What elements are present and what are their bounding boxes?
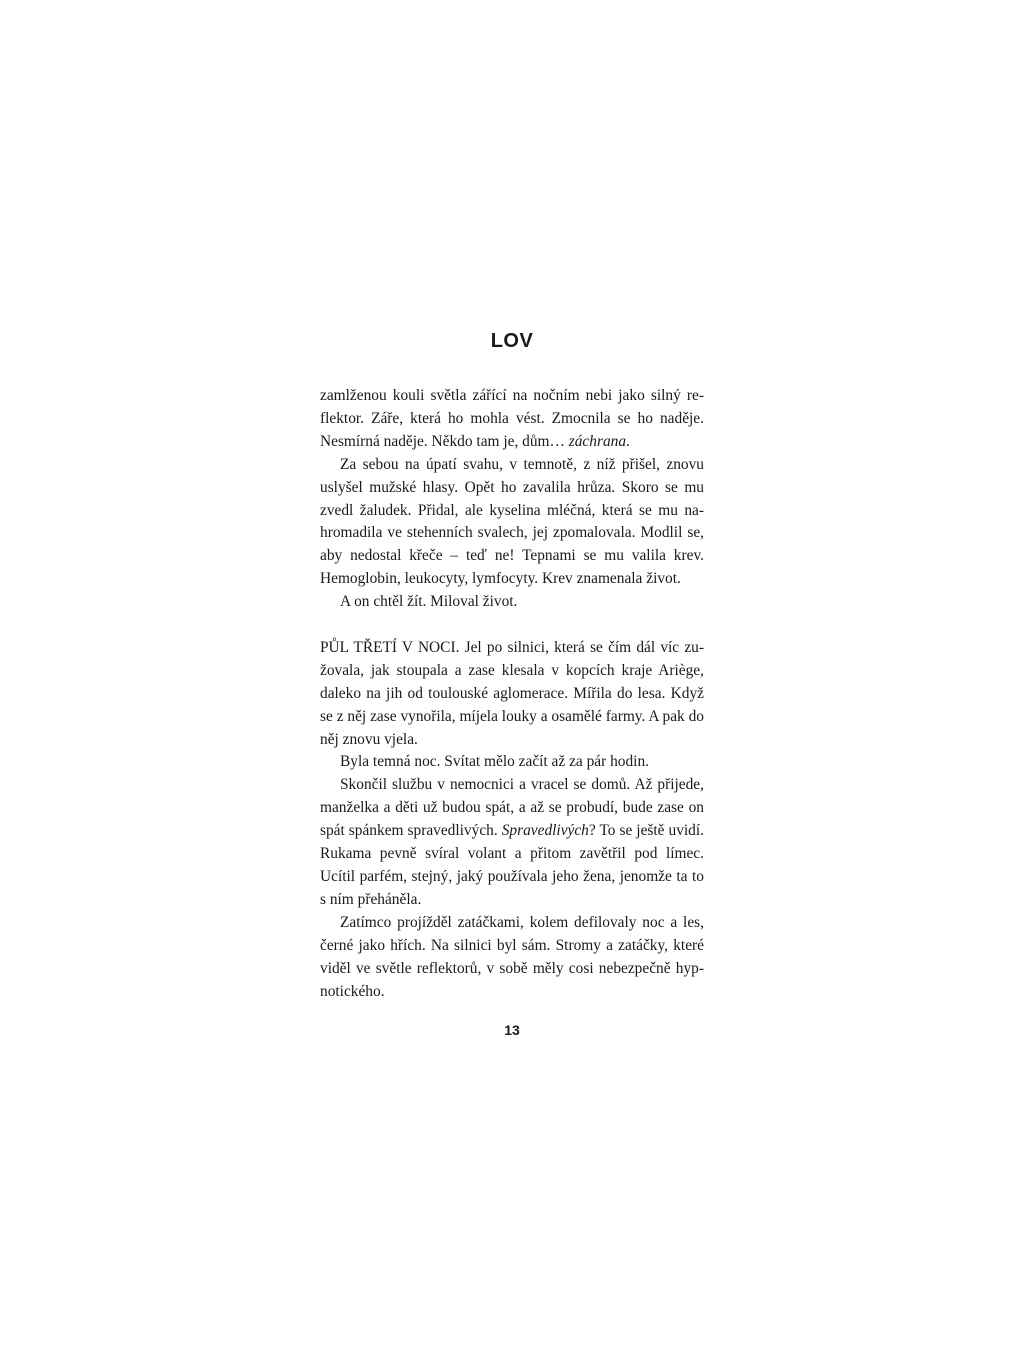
- paragraph: Za sebou na úpatí svahu, v temnotě, z níž přišel, znovu uslyšel mužské hlasy. Opět ho zavalila hrůza. Skoro se mu zvedl žaludek. Přidal, ale kyselina mléčná, která se mu nahromadila ve stehenních svalech, jej zpomalovala. Modlil se, aby nedostal křeče – teď ne! Tepnami se mu valila krev. Hemoglobin, leukocyty, lymfocyty. Krev znamenala život.: [320, 455, 704, 588]
- paragraph: zamlženou kouli světla zářící na nočním nebi jako silný reflektor. Záře, která ho mohla vést. Zmocnila se ho naděje. Nesmírná naděje. Někdo tam je, dům… záchrana.: [320, 387, 704, 450]
- section-start-paragraph: PŮL TŘETÍ V NOCI. Jel po silnici, která se čím dál víc zužovala, jak stoupala a zase klesala v kopcích kraje Ariège, daleko na jih od toulouské aglomerace. Mířila do lesa. Když se z něj zase vynořila, míjela louky a osamělé farmy. A pak do něj znovu vjela.: [320, 638, 704, 748]
- paragraph: Byla temná noc. Svítat mělo začít až za pár hodin.: [340, 753, 649, 771]
- paragraph: A on chtěl žít. Miloval život.: [340, 593, 518, 611]
- paragraph: Skončil službu v nemocnici a vracel se domů. Až přijede, manželka a děti už budou spát, a až se probudí, bude zase on spát spánkem spravedlivých. Spravedlivých? To se ještě uvidí. Rukama pevně svíral volant a přitom zavětřil pod límec. Ucítil parfém, stejný, jaký používala jeho žena, jenomže ta to s ním přeháněla.: [320, 776, 704, 908]
- body-text: [320, 385, 704, 1003]
- page-number: 13: [504, 1022, 520, 1038]
- paragraph: Zatímco projížděl zatáčkami, kolem defilovaly noc a les, černé jako hřích. Na silnici byl sám. Stromy a zatáčky, které viděl ve světle reflektorů, v sobě měly cosi nebezpečně hypnotického.: [320, 913, 704, 1000]
- emphasis: záchrana: [568, 432, 627, 450]
- running-head: LOV: [490, 330, 534, 352]
- emphasis: Spravedlivých: [501, 822, 589, 840]
